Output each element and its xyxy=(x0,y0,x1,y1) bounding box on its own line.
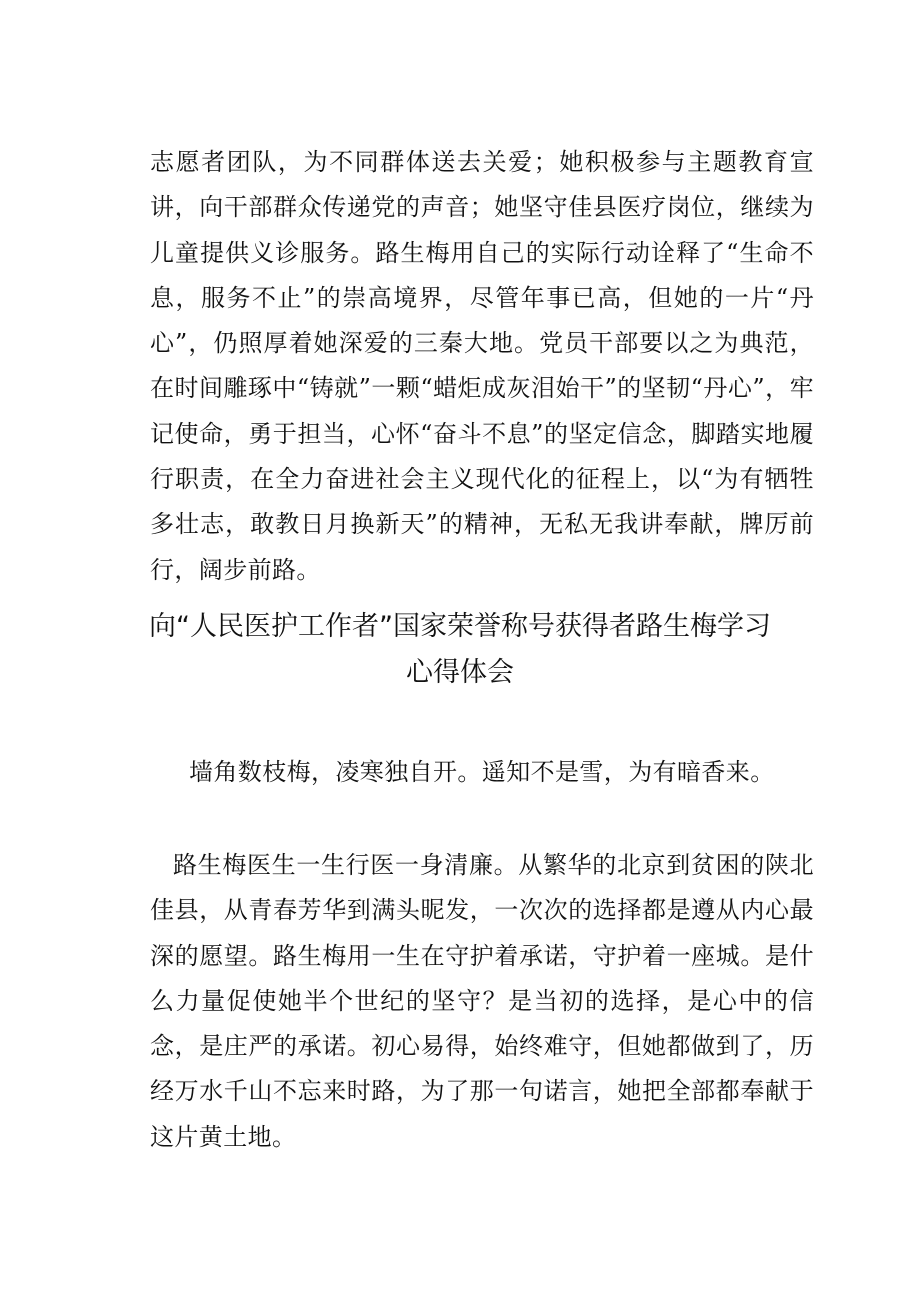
body-paragraph: 路生梅医生一生行医一身清廉。从繁华的北京到贫困的陕北佳县，从青春芳华到满头昵发，一次次的选择都是遵从内心最深的愿望。路生梅用一生在守护着承诺，守护着一座城。是什么力量促使她半个世纪的坚守？是当初的选择，是心中的信念，是庄严的承诺。初心易得，始终难守，但她都做到了，历经万水千山不忘来时路，为了那一句诺言，她把全部都奉献于这片黄土地。 xyxy=(150,851,814,1151)
title-line-2: 心得体会 xyxy=(406,657,514,688)
article-title xyxy=(90,604,830,696)
epigraph-poem: 墙角数枝梅，凌寒独自开。遥知不是雪，为有暗香来。 xyxy=(189,758,775,786)
paragraph-continued: 志愿者团队，为不同群体送去关爱；她积极参与主题教育宣讲，向干部群众传递党的声音；她坚守佳县医疗岗位，继续为儿童提供义诊服务。路生梅用自己的实际行动诠释了“生命不息，服务不止”的崇高境界，尽管年事已高，但她的一片“丹心”，仍照厚着她深爱的三秦大地。党员干部要以之为典范，在时间雕琢中“铸就”一颗“蜡炬成灰泪始干”的坚韧“丹心”，牢记使命，勇于担当，心怀“奋斗不息”的坚定信念，脚踏实地履行职责，在全力奋进社会主义现代化的征程上，以“为有牺牲多壮志，敢教日月换新天”的精神，无私无我讲奉献，牌厉前行，阔步前路。 xyxy=(150,148,814,584)
title-line-1: 向“人民医护工作者”国家荣誉称号获得者路生梅学习 xyxy=(149,611,771,642)
